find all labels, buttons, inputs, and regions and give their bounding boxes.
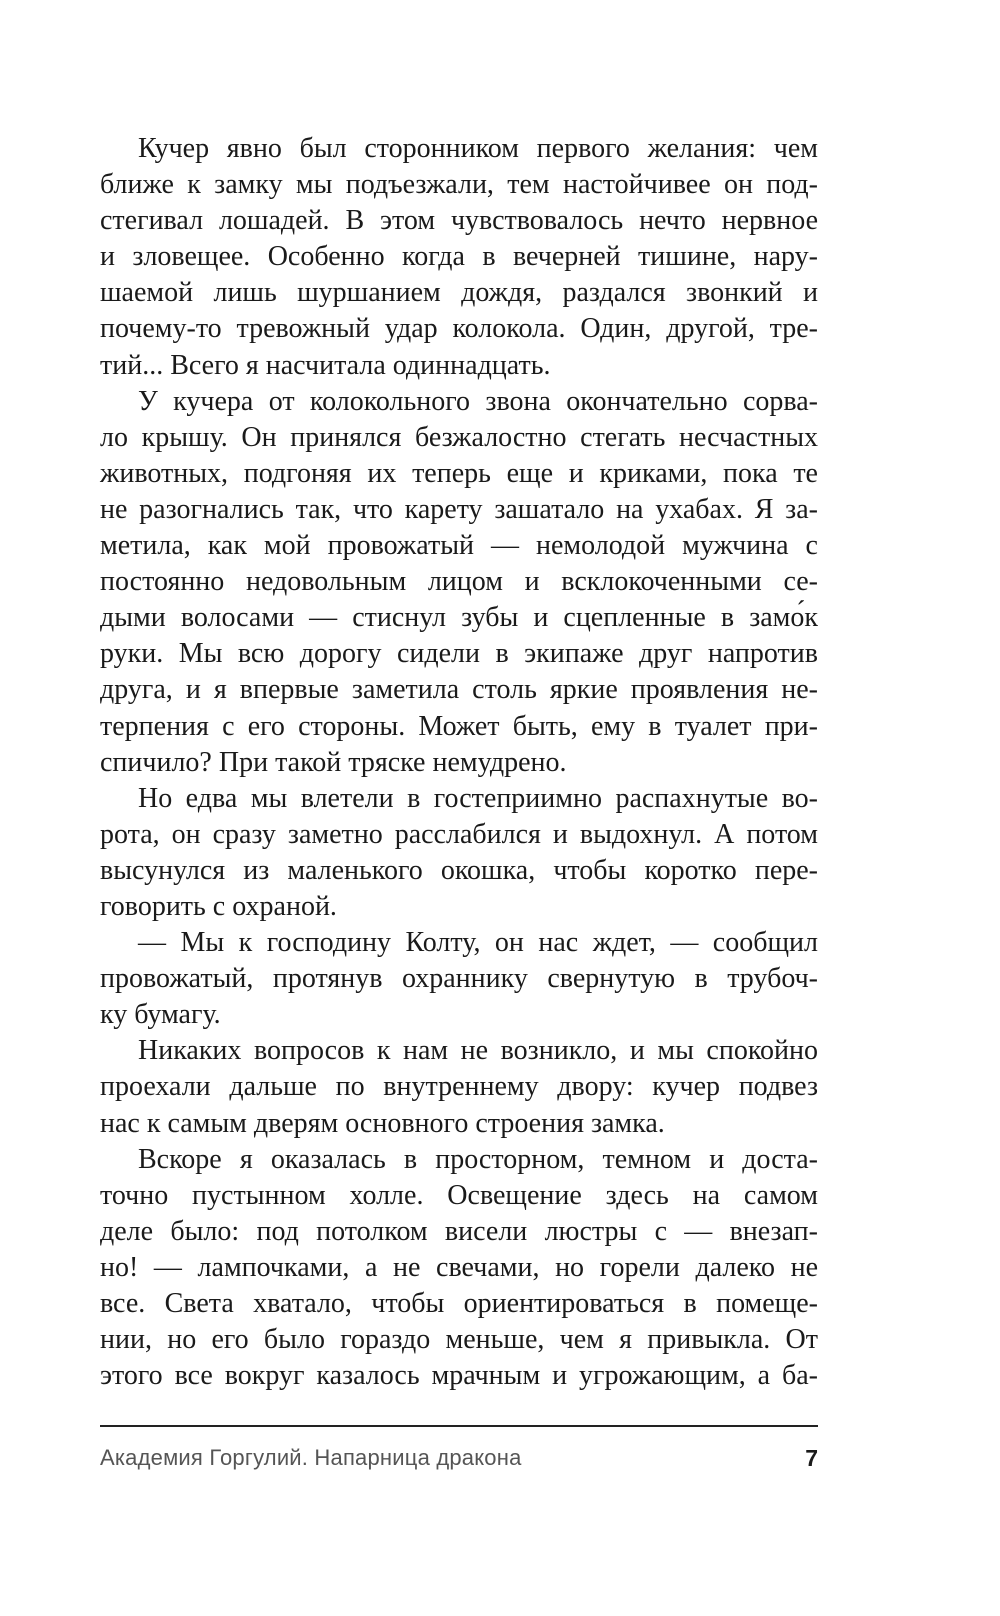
text-line: не разогнались так, что карету зашатало на ухабах. Я за- bbox=[100, 493, 818, 525]
text-line: Вскоре я оказалась в просторном, темном и доста- bbox=[138, 1143, 818, 1175]
text-line: терпения с его стороны. Может быть, ему в туалет при- bbox=[100, 710, 818, 742]
book-title: Академия Горгулий. Напарница дракона bbox=[100, 1445, 522, 1470]
text-line: стегивал лошадей. В этом чувствовалось нечто нервное bbox=[100, 205, 818, 237]
text-line: друга, и я впервые заметила столь яркие проявления не- bbox=[100, 674, 818, 706]
text-line: постоянно недовольным лицом и всклокоченными се- bbox=[100, 566, 818, 598]
text-line: У кучера от колокольного звона окончательно сорва- bbox=[138, 385, 818, 417]
body-text bbox=[100, 131, 818, 1394]
text-line: все. Света хватало, чтобы ориентироваться в помеще- bbox=[100, 1288, 818, 1319]
text-line: деле было: под потолком висели люстры с — внезап- bbox=[100, 1215, 818, 1247]
text-line: Никаких вопросов к нам не возникло, и мы спокойно bbox=[138, 1035, 818, 1067]
text-line: дыми волосами — стиснул зубы и сцепленные в замо́к bbox=[100, 602, 818, 634]
text-line: провожатый, протянув охраннику свернутую в трубоч- bbox=[100, 963, 818, 995]
text-line: ку бумагу. bbox=[100, 999, 221, 1031]
text-line: шаемой лишь шуршанием дождя, раздался звонкий и bbox=[100, 277, 818, 309]
text-line: Но едва мы влетели в гостеприимно распахнутые во- bbox=[138, 782, 818, 814]
text-line: метила, как мой провожатый — немолодой мужчина с bbox=[100, 530, 818, 562]
text-line: Кучер явно был сторонником первого желания: чем bbox=[138, 133, 818, 164]
text-line: спичило? При такой тряске немудрено. bbox=[100, 746, 567, 778]
text-line: точно пустынном холле. Освещение здесь на самом bbox=[100, 1179, 818, 1211]
text-line: тий... Всего я насчитала одиннадцать. bbox=[100, 349, 551, 381]
footer-divider bbox=[100, 1425, 818, 1427]
text-line: животных, подгоняя их теперь еще и криками, пока те bbox=[100, 457, 818, 489]
text-line: говорить с охраной. bbox=[100, 890, 337, 922]
text-line: почему-то тревожный удар колокола. Один, другой, тре- bbox=[100, 313, 818, 345]
running-footer bbox=[100, 1441, 818, 1475]
text-line: нас к самым дверям основного строения замка. bbox=[100, 1107, 665, 1139]
text-line: ло крышу. Он принялся безжалостно стегать несчастных bbox=[100, 421, 818, 453]
page-number: 7 bbox=[805, 1444, 818, 1471]
text-line: ближе к замку мы подъезжали, тем настойчивее он под- bbox=[100, 169, 818, 201]
text-line: высунулся из маленького окошка, чтобы коротко пере- bbox=[100, 854, 818, 886]
text-line: нии, но его было гораздо меньше, чем я привыкла. От bbox=[100, 1324, 818, 1356]
text-line: и зловещее. Особенно когда в вечерней тишине, нару- bbox=[100, 241, 818, 273]
text-line: этого все вокруг казалось мрачным и угрожающим, а ба- bbox=[100, 1360, 818, 1392]
text-line: рота, он сразу заметно расслабился и выдохнул. А потом bbox=[100, 818, 818, 850]
text-line: проехали дальше по внутреннему двору: кучер подвез bbox=[100, 1071, 818, 1103]
text-line: но! — лампочками, а не свечами, но горели далеко не bbox=[100, 1251, 818, 1283]
text-line: руки. Мы всю дорогу сидели в экипаже друг напротив bbox=[100, 638, 818, 670]
text-line: — Мы к господину Колту, он нас ждет, — сообщил bbox=[138, 927, 818, 959]
